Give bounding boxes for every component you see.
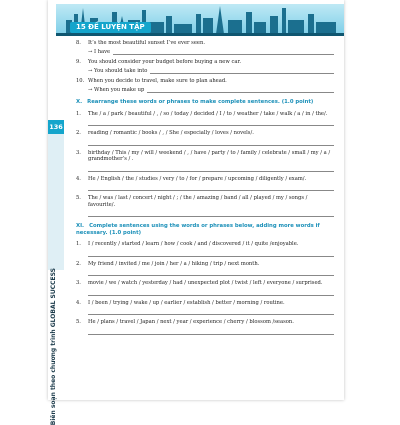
item-text: When you decide to travel, make sure to plan ahead. [88,78,227,84]
item-text: I / been / trying / wake / up / earlier / establish / better / morning / routine. [88,299,285,306]
answer-prompt: → You should take into [88,67,148,74]
answer-prompt: → When you make up [88,86,145,93]
item-number: 2. [76,130,81,136]
answer-blank[interactable] [113,49,334,55]
section-x-heading [76,99,334,106]
item-number: 1. [76,241,81,247]
item-text: birthday / This / my / will / weekend / , / have / party / to / family / celebrate / small / my / a / grandmother’s / . [88,149,331,162]
answer-blank[interactable] [147,87,334,93]
item-text: The / a / park / beautiful / , / so / today / decided / I / to / weather / take / walk / a / in / the/. [88,110,328,117]
complete-item-5 [76,319,334,335]
item-text: movie / we / watch / yesterday / had / unexpected plot / twist / left / everyone / surprised. [88,280,323,286]
item-text: My friend / invited / me / join / her / a / hiking / trip / next month. [88,260,260,267]
rewrite-item-10 [76,78,334,93]
complete-item-1 [76,241,334,257]
rearrange-item-2 [76,130,334,146]
section-label: XI. [76,223,85,229]
answer-blank[interactable] [88,268,334,276]
item-number: 1. [76,110,81,117]
answer-blank[interactable] [88,288,334,296]
item-text: He / English / the / studies / very / to / for / prepare / upcoming / diligently / exam/. [88,175,307,182]
item-number: 8. [76,40,81,46]
item-number: 10. [76,78,85,84]
item-number: 3. [76,149,81,156]
item-text: You should consider your budget before buying a new car. [88,59,242,65]
answer-blank[interactable] [88,138,334,146]
item-number: 4. [76,299,81,306]
answer-blank[interactable] [88,118,334,126]
answer-blank[interactable] [88,209,334,217]
answer-line [88,87,334,94]
answer-prompt: → I have [88,48,111,55]
section-label: X. [76,99,83,105]
side-strip [48,120,64,270]
answer-blank[interactable] [88,249,334,257]
rearrange-item-4 [76,176,334,192]
answer-blank[interactable] [88,307,334,315]
side-vertical-text: Biên soạn theo chương trình GLOBAL SUCCESS [50,268,57,425]
item-text: reading / romantic / books / , / She / especially / loves / novels/. [88,130,254,136]
page-number: 136 [48,120,64,134]
item-number: 9. [76,59,81,65]
rearrange-item-1 [76,111,334,127]
complete-item-3 [76,280,334,296]
header-banner [48,0,344,40]
document-page [48,0,344,425]
section-title: Rearrange these words or phrases to make complete sentences. (1.0 point) [87,99,314,105]
rearrange-item-3 [76,150,334,172]
item-text: He / plans / travel / Japan / next / year / experience / cherry / blossom /season. [88,319,294,325]
complete-item-4 [76,300,334,316]
answer-blank[interactable] [150,68,334,74]
answer-blank[interactable] [88,183,334,191]
item-number: 3. [76,280,81,286]
item-number: 5. [76,319,81,325]
banner-title-tag: 15 ĐỀ LUYỆN TẬP [70,22,151,33]
item-text: It’s the most beautiful sunset I’ve ever seen. [88,40,205,46]
item-number: 2. [76,260,81,267]
exercise-content [76,40,334,339]
complete-item-2 [76,261,334,277]
answer-line [88,49,334,56]
answer-blank[interactable] [88,164,334,172]
answer-blank[interactable] [88,327,334,335]
rearrange-item-5 [76,195,334,217]
answer-line [88,68,334,75]
item-text: The / was / last / concert / night / ; / the / amazing / band / all / played / my / songs / favourite/. [88,195,308,208]
section-xi-heading [76,223,334,236]
item-number: 4. [76,175,81,182]
rewrite-item-8 [76,40,334,55]
item-number: 5. [76,195,81,201]
item-text: I / recently / started / learn / how / cook / and / discovered / it / quite /enjoyable. [88,241,299,247]
section-title: Complete sentences using the words or phrases below, adding more words if necessary. (1.0 point) [76,223,320,236]
rewrite-item-9 [76,59,334,74]
